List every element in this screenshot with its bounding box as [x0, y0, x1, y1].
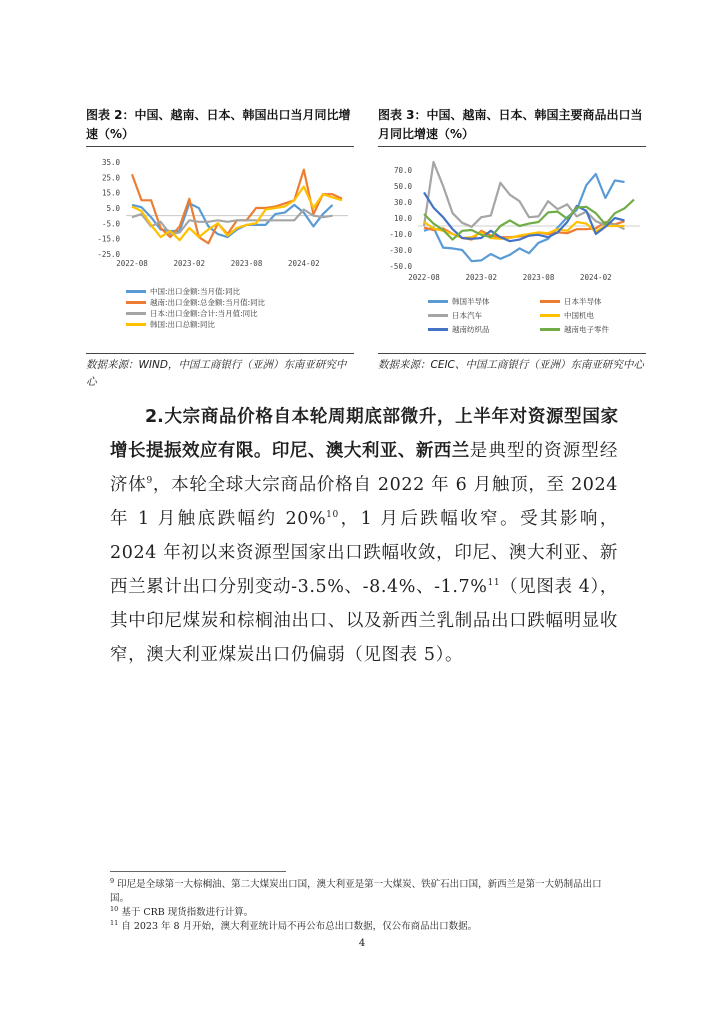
legend-label: 日本:出口金额:合计:当月值:同比	[150, 309, 258, 318]
footnote-10	[110, 906, 618, 920]
legend-swatch	[126, 323, 146, 326]
legend-swatch	[540, 314, 560, 317]
legend-label: 越南纺织品	[452, 325, 490, 334]
footnote-text: 基于 CRB 现货指数进行计算。	[121, 907, 254, 918]
bold-lead: 印尼、澳大利亚、新西兰	[271, 441, 470, 461]
footnote-9	[110, 878, 618, 906]
series-line	[424, 174, 625, 261]
legend-item	[540, 296, 602, 307]
legend-swatch	[428, 300, 448, 303]
legend-swatch	[126, 301, 146, 304]
legend-item	[126, 319, 215, 330]
y-tick-label: -50.0	[389, 262, 412, 271]
footnote-text: 自 2023 年 8 月开始，澳大利亚统计局不再公布总出口数据，仅公布商品出口数据。	[121, 921, 478, 932]
legend-item	[428, 296, 490, 307]
y-tick-label: 30.0	[393, 198, 412, 207]
series-line	[424, 162, 625, 229]
y-tick-label: 35.0	[101, 158, 120, 167]
figure2-top-rule	[86, 146, 354, 147]
figure3-top-rule	[378, 146, 646, 147]
figure2-source: 数据来源：WIND，中国工商银行（亚洲）东南亚研究中心	[86, 359, 347, 388]
legend-swatch	[540, 300, 560, 303]
legend-swatch	[540, 328, 560, 331]
body-section	[110, 400, 618, 672]
figure3-title: 图表 3：中国、越南、日本、韩国主要商品出口当月同比增速（%）	[378, 108, 643, 141]
figure2-bottom-rule	[86, 353, 354, 354]
legend-item	[540, 310, 594, 321]
x-tick-label: 2022-08	[408, 273, 440, 282]
figure3-bottom-rule	[378, 353, 646, 354]
footnote-mark: 9	[110, 876, 115, 885]
y-tick-label: -15.0	[97, 234, 120, 244]
y-tick-label: 70.0	[393, 166, 412, 175]
figure2-chart-svg	[86, 150, 354, 280]
legend-label: 日本汽车	[452, 311, 482, 320]
footnote-ref-11[interactable]: 11	[487, 578, 501, 589]
x-tick-label: 2023-08	[230, 259, 263, 268]
footnote-divider	[110, 871, 286, 872]
section-heading: 大宗商品价格自本轮周期底部微升，上半年对资源型国家增长提振效应有限。	[110, 407, 618, 461]
body-text-2: ，本轮全球大宗商品价格自 2022 年 6 月触顶，至 2024 年 1 月触底跌幅约 20%	[110, 475, 618, 529]
y-tick-label: 15.0	[101, 188, 120, 198]
legend-label: 日本半导体	[564, 297, 602, 306]
legend-item	[126, 297, 265, 308]
footnote-ref-10[interactable]: 10	[326, 510, 339, 521]
footnote-11	[110, 920, 618, 934]
legend-swatch	[126, 290, 146, 293]
legend-item	[428, 310, 482, 321]
legend-label: 中国:出口金额:当月值:同比	[150, 287, 241, 296]
legend-label: 中国机电	[564, 311, 594, 320]
legend-label: 越南:出口金额:总金额:当月值:同比	[150, 298, 266, 307]
y-tick-label: 25.0	[101, 173, 120, 183]
figure3-source: 数据来源：CEIC、中国工商银行（亚洲）东南亚研究中心	[378, 359, 644, 371]
x-tick-label: 2023-08	[522, 273, 555, 282]
y-tick-label: -10.0	[389, 230, 412, 239]
figure3-chart	[378, 150, 646, 350]
footnote-ref-9[interactable]: 9	[146, 476, 153, 487]
legend-item	[428, 324, 490, 335]
figure2-title: 图表 2：中国、越南、日本、韩国出口当月同比增速（%）	[86, 108, 351, 141]
figure2-legend	[86, 282, 354, 350]
legend-swatch	[126, 312, 146, 315]
legend-item	[126, 286, 240, 297]
section-heading-number: 2.	[145, 407, 164, 427]
legend-label: 韩国:出口总额:同比	[150, 320, 216, 329]
legend-label: 韩国半导体	[452, 297, 490, 306]
y-tick-label: -25.0	[97, 250, 120, 259]
legend-swatch	[428, 314, 448, 317]
footnotes	[110, 878, 618, 934]
page-number: 4	[358, 938, 366, 949]
x-tick-label: 2024-02	[288, 259, 320, 268]
figure3-chart-svg	[378, 150, 646, 290]
x-tick-label: 2023-02	[173, 259, 206, 268]
series-line	[132, 170, 342, 244]
footnote-mark: 11	[110, 918, 119, 927]
legend-item	[126, 308, 258, 319]
y-tick-label: -30.0	[389, 246, 412, 255]
body-text-4: （见图表 4），其中印尼煤炭和棕榈油出口、以及新西兰乳制品出口跌幅明显收窄，澳大利亚煤炭出口仍偏弱（见图表 5）。	[110, 577, 618, 665]
x-tick-label: 2022-08	[116, 259, 148, 268]
figure3-legend	[378, 292, 646, 352]
body-text-1: 是典型的资源型经济体	[110, 441, 618, 495]
y-tick-label: 50.0	[393, 182, 412, 191]
y-tick-label: -5.0	[101, 219, 120, 229]
body-paragraph	[110, 400, 618, 672]
footnote-mark: 10	[110, 904, 119, 913]
legend-swatch	[428, 328, 448, 331]
x-tick-label: 2023-02	[465, 273, 498, 282]
x-tick-label: 2024-02	[580, 273, 612, 282]
y-tick-label: 5.0	[106, 204, 120, 213]
legend-item	[540, 324, 609, 335]
footnote-text: 印尼是全球第一大棕榈油、第二大煤炭出口国，澳大利亚是第一大煤炭、铁矿石出口国，新西兰是第一大奶制品出口国。	[110, 879, 602, 904]
figure2-chart	[86, 150, 354, 350]
body-text-3: ，1 月后跌幅收窄。受其影响，2024 年初以来资源型国家出口跌幅收敛，印尼、澳大利亚、新西兰累计出口分别变动-3.5%、-8.4%、-1.7%	[110, 509, 618, 597]
legend-label: 越南电子零件	[564, 325, 609, 334]
y-tick-label: 10.0	[393, 214, 412, 223]
